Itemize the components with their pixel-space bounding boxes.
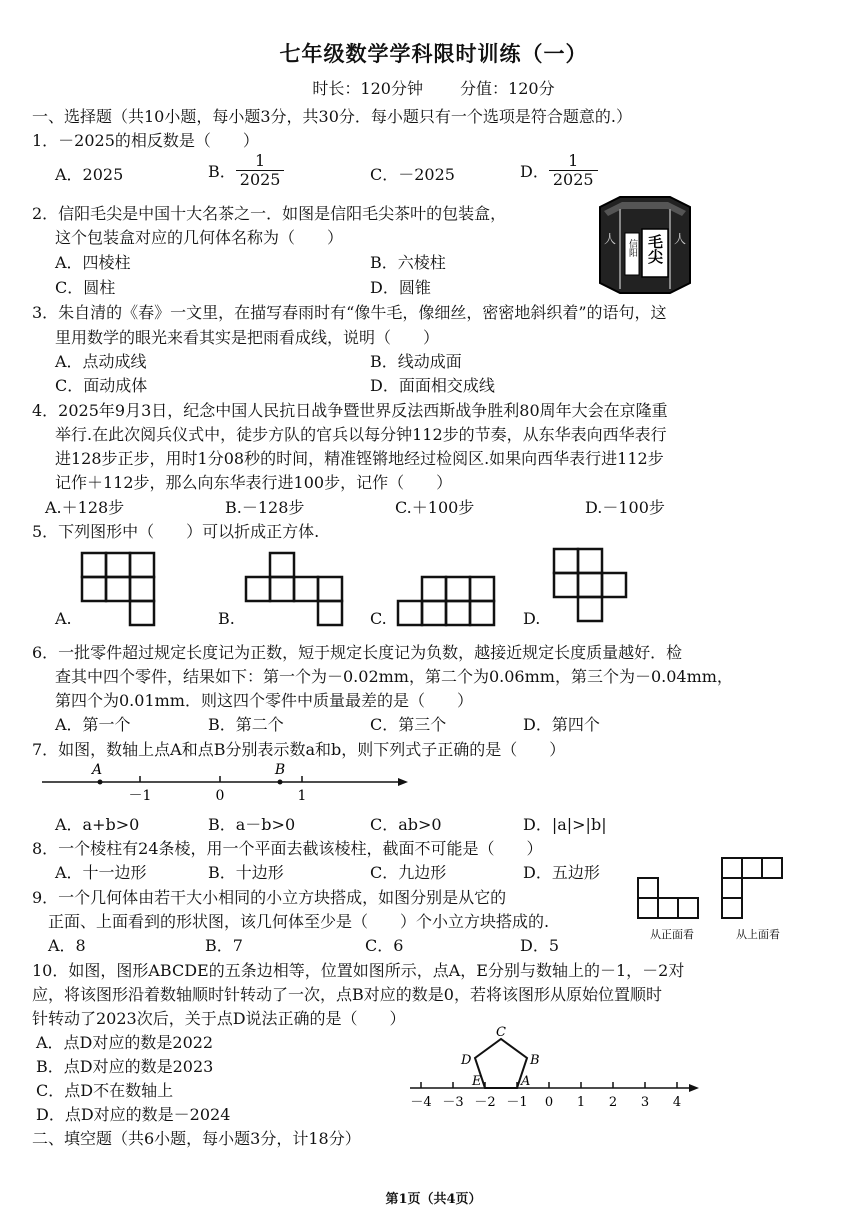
q7-point-b-label: B: [274, 762, 286, 778]
q2-stem-1: 2．信阳毛尖是中国十大名茶之一．如图是信阳毛尖茶叶的包装盒，: [32, 204, 507, 223]
q4-option-b: B.－128步: [225, 498, 305, 517]
q10-tick-label: 3: [640, 1095, 650, 1110]
q2-option-a: A．四棱柱: [55, 253, 131, 272]
tea-box-side-glyph-1: 人: [603, 232, 617, 246]
q7-tick-0: 0: [215, 788, 225, 804]
q7-stem: 7．如图，数轴上点A和点B分别表示数a和b，则下列式子正确的是（ ）: [32, 740, 566, 759]
q2-option-b: B．六棱柱: [370, 253, 446, 272]
page-footer: 第1页（共4页）: [385, 1192, 482, 1207]
q10-label-c: C: [496, 1025, 506, 1040]
q1-option-b: B． $\frac{1}{2025}$: [208, 152, 284, 189]
q8-option-a: A．十一边形: [55, 863, 147, 882]
q10-label-e: E: [472, 1074, 482, 1089]
tea-box-side-glyph-2: 人: [673, 232, 687, 246]
q5-net-a: [82, 553, 154, 625]
q5-option-b: B.: [218, 609, 235, 628]
q4-stem-4: 记作＋112步，那么向东华表行进100步，记作（ ）: [55, 473, 453, 492]
q10-option-a: A．点D对应的数是2022: [36, 1033, 214, 1052]
q6-stem-3: 第四个为0.01mm．则这四个零件中质量最差的是（ ）: [55, 691, 473, 710]
q10-tick-label: －2: [474, 1095, 496, 1110]
exam-duration: 时长：120分钟: [312, 79, 423, 98]
q4-stem-1: 4．2025年9月3日，纪念中国人民抗日战争暨世界反法西斯战争胜利80周年大会在京隆重: [32, 401, 668, 420]
q3-option-d: D．面面相交成线: [370, 376, 495, 395]
q6-option-c: C．第三个: [370, 715, 447, 734]
q9-stem-2: 正面、上面看到的形状图，该几何体至少是（ ）个小立方块搭成的.: [48, 912, 550, 931]
q8-stem: 8．一个棱柱有24条棱，用一个平面去截该棱柱，截面不可能是（ ）: [32, 839, 543, 858]
q7-option-c: C．ab>0: [370, 815, 442, 834]
q2-option-c: C．圆柱: [55, 278, 116, 297]
q10-label-b: B: [530, 1053, 540, 1068]
q10-tick-label: 1: [576, 1095, 586, 1110]
page-title: 七年级数学学科限时训练（一）: [279, 41, 588, 66]
q4-stem-2: 举行.在此次阅兵仪式中，徒步方队的官兵以每分钟112步的节奏，从东华表向西华表行: [55, 425, 667, 444]
q2-option-d: D．圆锥: [370, 278, 431, 297]
q8-option-d: D．五边形: [523, 863, 600, 882]
q5-option-c: C.: [370, 609, 387, 628]
q5-net-b: [246, 553, 342, 625]
q10-label-a: A: [521, 1074, 531, 1089]
exam-info: [0, 76, 867, 99]
section-2-heading: 二、填空题（共6小题，每小题3分，计18分）: [32, 1129, 361, 1148]
q3-stem-2: 里用数学的眼光来看其实是把雨看成线，说明（ ）: [55, 328, 440, 347]
q4-stem-3: 进128步正步，用时1分08秒的时间，精准铿锵地经过检阅区.如果向西华表行进112步: [55, 449, 664, 468]
q10-stem-1: 10．如图，图形ABCDE的五条边相等，位置如图所示，点A，E分别与数轴上的－1，－2对: [32, 961, 685, 980]
q4-option-a: A.＋128步: [45, 498, 125, 517]
tea-box-label-small: 信阳: [627, 239, 637, 257]
q5-net-d: [554, 549, 626, 621]
tea-box-label-big: 毛尖: [646, 234, 664, 264]
q10-tick-label: 0: [544, 1095, 554, 1110]
q1-option-a: A．2025: [55, 165, 124, 184]
q8-option-b: B．十边形: [208, 863, 284, 882]
q10-tick-label: 2: [608, 1095, 618, 1110]
q10-stem-2: 应，将该图形沿着数轴顺时针转动了一次，点B对应的数是0，若将该图形从原始位置顺时: [32, 985, 662, 1004]
q7-option-a: A．a+b>0: [55, 815, 140, 834]
q10-pentagon-number-line: [405, 1022, 705, 1112]
q9-stem-1: 9．一个几何体由若干大小相同的小立方块搭成，如图分别是从它的: [32, 888, 507, 907]
exam-score: 分值：120分: [460, 79, 555, 98]
q4-option-d: D.－100步: [585, 498, 665, 517]
q10-option-d: D．点D对应的数是－2024: [36, 1105, 231, 1124]
q9-option-c: C．6: [365, 936, 404, 955]
q9-option-a: A．8: [48, 936, 86, 955]
q10-tick-label: 4: [672, 1095, 682, 1110]
q7-point-a-label: A: [91, 762, 103, 778]
q3-option-b: B．线动成面: [370, 352, 462, 371]
q6-option-d: D．第四个: [523, 715, 600, 734]
q10-ticks: [421, 1082, 677, 1088]
q7-number-line: [40, 760, 420, 808]
q6-stem-2: 查其中四个零件，结果如下：第一个为－0.02mm，第二个为0.06mm，第三个为－0.04mm，: [55, 667, 733, 686]
q7-option-d: D．|a|>|b|: [523, 815, 607, 834]
q9-option-d: D．5: [520, 936, 560, 955]
q9-top-view: [722, 858, 782, 918]
q1-stem: 1．－2025的相反数是（ ）: [32, 131, 259, 150]
q5-net-c: [398, 577, 494, 625]
q2-stem-2: 这个包装盒对应的几何体名称为（ ）: [55, 228, 344, 247]
q10-pentagon: [475, 1039, 527, 1088]
q6-option-b: B．第二个: [208, 715, 284, 734]
q5-cube-nets-figure: [40, 545, 830, 627]
q7-tick-neg1: －1: [128, 788, 152, 804]
section-1-heading: 一、选择题（共10小题，每小题3分，共30分．每小题只有一个选项是符合题意的.）: [32, 107, 632, 126]
q9-views-figure: [630, 852, 790, 946]
q10-tick-labels: [410, 1095, 681, 1110]
q9-option-b: B．7: [205, 936, 243, 955]
q1-option-d: D． $\frac{1}{2025}$: [520, 152, 598, 189]
q9-front-view-label: 从正面看: [650, 928, 694, 941]
q10-tick-label: －4: [410, 1095, 432, 1110]
q4-option-c: C.＋100步: [395, 498, 475, 517]
q7-tick-1: 1: [297, 788, 307, 804]
q5-option-d: D.: [523, 609, 541, 628]
q6-option-a: A．第一个: [55, 715, 131, 734]
q10-tick-label: －3: [442, 1095, 464, 1110]
q1-option-c: C．－2025: [370, 165, 455, 184]
q10-option-b: B．点D对应的数是2023: [36, 1057, 214, 1076]
tea-box-figure: [592, 193, 697, 297]
q10-tick-label: －1: [506, 1095, 528, 1110]
q3-option-a: A．点动成线: [55, 352, 147, 371]
q8-option-c: C．九边形: [370, 863, 447, 882]
q3-option-c: C．面动成体: [55, 376, 148, 395]
q9-top-view-label: 从上面看: [736, 928, 780, 941]
q10-label-d: D: [461, 1053, 472, 1068]
q5-option-a: A.: [55, 609, 72, 628]
q9-front-view: [638, 878, 698, 918]
q6-stem-1: 6．一批零件超过规定长度记为正数，短于规定长度记为负数，越接近规定长度质量越好．检: [32, 643, 683, 662]
q3-stem-1: 3．朱自清的《春》一文里，在描写春雨时有“像牛毛，像细丝，密密地斜织着”的语句，这: [32, 303, 667, 322]
q10-stem-3: 针转动了2023次后，关于点D说法正确的是（ ）: [32, 1009, 406, 1028]
q5-stem: 5．下列图形中（ ）可以折成正方体.: [32, 522, 320, 541]
q7-option-b: B．a－b>0: [208, 815, 296, 834]
q10-option-c: C．点D不在数轴上: [36, 1081, 174, 1100]
